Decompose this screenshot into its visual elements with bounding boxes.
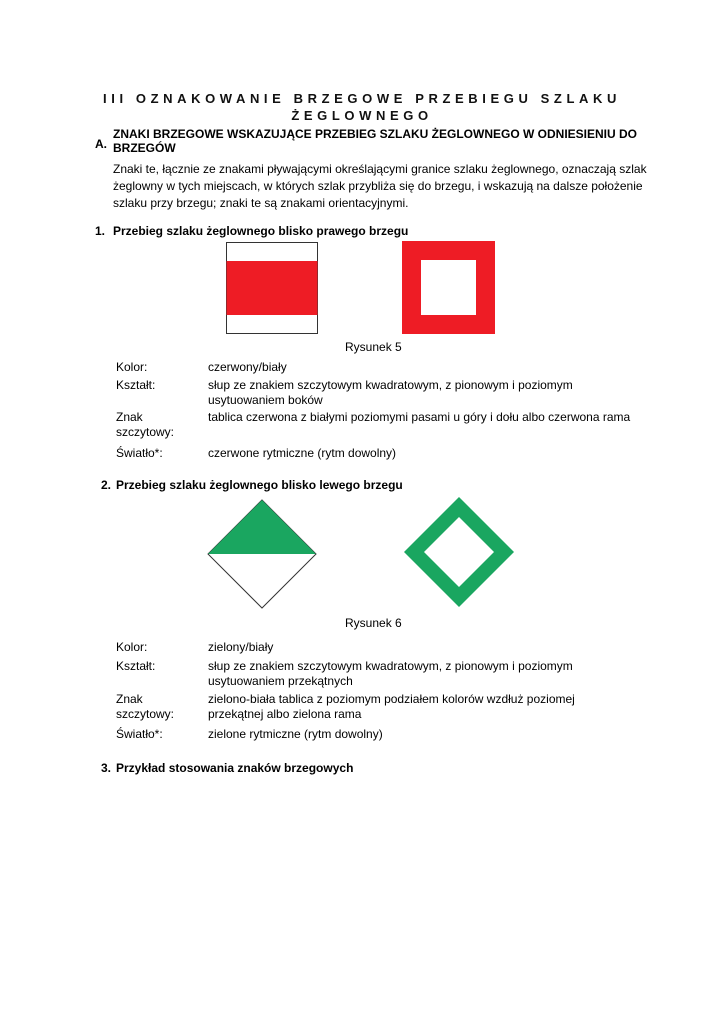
figure-caption: Rysunek 5 — [345, 340, 402, 354]
green-half — [208, 500, 316, 554]
section-heading: ZNAKI BRZEGOWE WSKAZUJĄCE PRZEBIEG SZLAKU ŻEGLOWNEGO W ODNIESIENIU DO BRZEGÓW — [113, 127, 638, 155]
label-topmark: Znak szczytowy: — [116, 692, 175, 721]
value-shape: słup ze znakiem szczytowym kwadratowym, z pionowym i poziomym usytuowaniem przekątnych — [208, 659, 573, 688]
item-2-heading: Przebieg szlaku żeglownego blisko lewego brzegu — [116, 478, 403, 492]
label-topmark: Znak szczytowy: — [116, 410, 175, 439]
item-1-number: 1. — [95, 224, 106, 238]
sign-green-frame — [404, 497, 514, 607]
section-letter: A. — [95, 137, 107, 151]
item-3-heading: Przykład stosowania znaków brzegowych — [116, 761, 354, 775]
page-title: III OZNAKOWANIE BRZEGOWE PRZEBIEGU SZLAKU ŻEGLOWNEGO — [103, 91, 621, 123]
value-topmark: zielono-biała tablica z poziomym podziałem kolorów wzdłuż poziomej przekątnej albo zielona rama — [208, 692, 575, 721]
value-light: zielone rytmiczne (rytm dowolny) — [208, 727, 383, 741]
value-shape: słup ze znakiem szczytowym kwadratowym, z pionowym i poziomym usytuowaniem boków — [208, 378, 573, 407]
red-band — [227, 261, 318, 315]
label-color: Kolor: — [116, 360, 148, 374]
item-3-number: 3. — [101, 761, 112, 775]
value-topmark: tablica czerwona z białymi poziomymi pasami u góry i dołu albo czerwona rama — [208, 410, 631, 424]
figure-caption: Rysunek 6 — [345, 616, 402, 630]
label-light: Światło*: — [116, 446, 163, 460]
label-shape: Kształt: — [116, 659, 156, 673]
item-1-heading: Przebieg szlaku żeglownego blisko prawego brzegu — [113, 224, 409, 238]
value-light: czerwone rytmiczne (rytm dowolny) — [208, 446, 397, 460]
label-color: Kolor: — [116, 640, 148, 654]
value-color: zielony/biały — [208, 640, 274, 654]
label-shape: Kształt: — [116, 378, 156, 392]
section-intro: Znaki te, łącznie ze znakami pływającymi określającymi granice szlaku żeglownego, oznaczają szlak żeglowny w tych miejscach, w których szlak przybliża się do brzegu, i wskazują na dalsze położenie szlaku przy brzegu; znaki te są znakami orientacyjnymi. — [113, 162, 647, 210]
sign-red-frame — [402, 241, 495, 334]
item-2-number: 2. — [101, 478, 112, 492]
sign-green-white-diamond — [207, 499, 317, 609]
value-color: czerwony/biały — [208, 360, 287, 374]
label-light: Światło*: — [116, 727, 163, 741]
sign-red-white-banded — [226, 242, 318, 334]
